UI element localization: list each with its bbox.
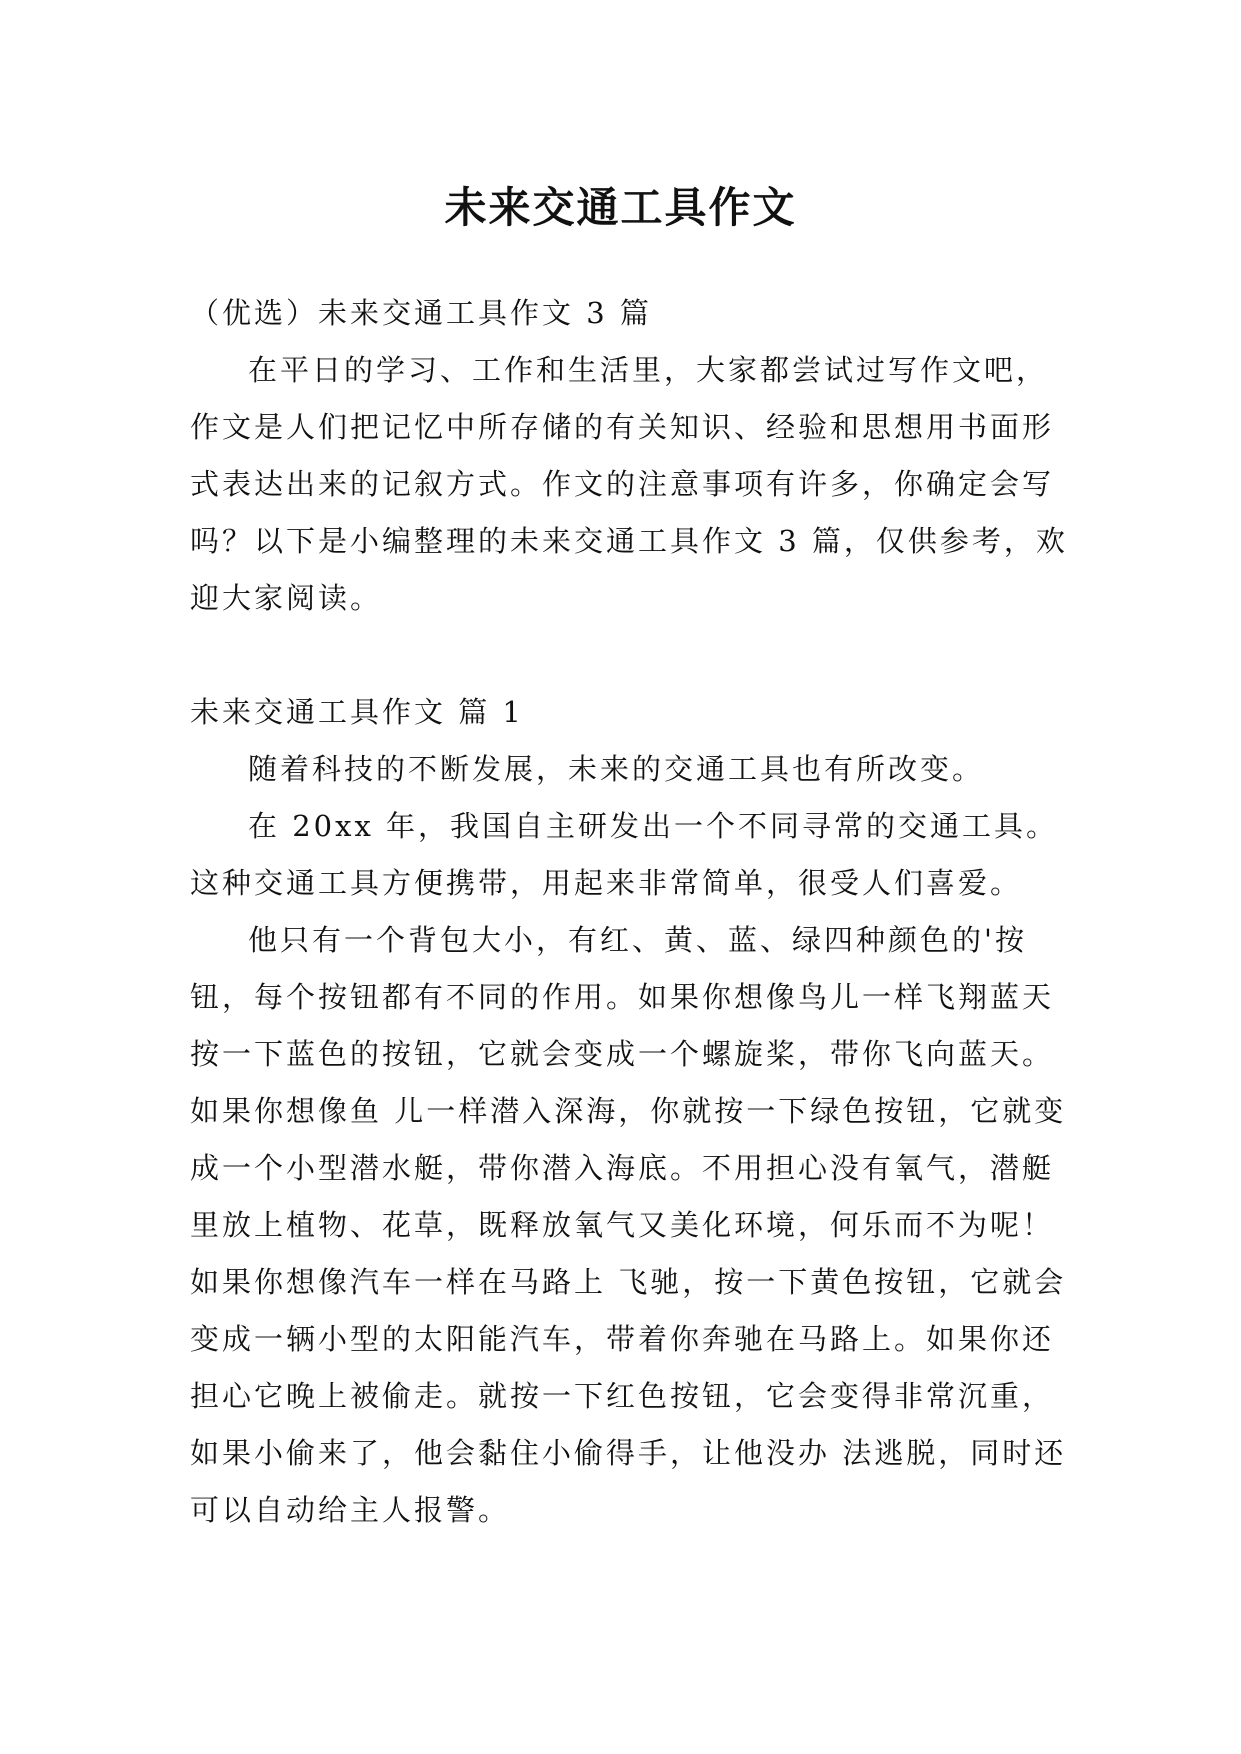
intro-paragraph: 在平日的学习、工作和生活里，大家都尝试过写作文吧，作文是人们把记忆中所存储的有关知识、经验和思想用书面形式表达出来的记叙方式。作文的注意事项有许多，你确定会写吗？以下是小编整理的未来交通工具作文 3 篇，仅供参考，欢迎大家阅读。 <box>190 353 1068 615</box>
section-heading: 未来交通工具作文 篇 1 <box>190 695 524 729</box>
body-paragraph: 在 20xx 年，我国自主研发出一个不同寻常的交通工具。这种交通工具方便携带，用起来非常简单，很受人们喜爱。 <box>190 809 1059 900</box>
body-paragraph: 他只有一个背包大小，有红、黄、蓝、绿四种颜色的'按钮，每个按钮都有不同的作用。如果你想像鸟儿一样飞翔蓝天按一下蓝色的按钮，它就会变成一个螺旋桨，带你飞向蓝天。如果你想像鱼 儿一样潜入深海，你就按一下绿色按钮，它就变成一个小型潜水艇，带你潜入海底。不用担心没有氧气，潜艇里放上植物、花草，既释放氧气又美化环境，何乐而不为呢！如果你想像汽车一样在马路上 飞驰，按一下黄色按钮，它就会变成一辆小型的太阳能汽车，带着你奔驰在马路上。如果你还担心它晚上被偷走。就按一下红色按钮，它会变得非常沉重，如果小偷来了，他会黏住小偷得手，让他没办 法逃脱，同时还可以自动给主人报警。 <box>190 923 1067 1527</box>
document-body <box>190 285 1070 1539</box>
document-subtitle: （优选）未来交通工具作文 3 篇 <box>190 296 652 330</box>
document-title: 未来交通工具作文 <box>444 183 797 233</box>
body-paragraph: 随着科技的不断发展，未来的交通工具也有所改变。 <box>248 752 985 786</box>
